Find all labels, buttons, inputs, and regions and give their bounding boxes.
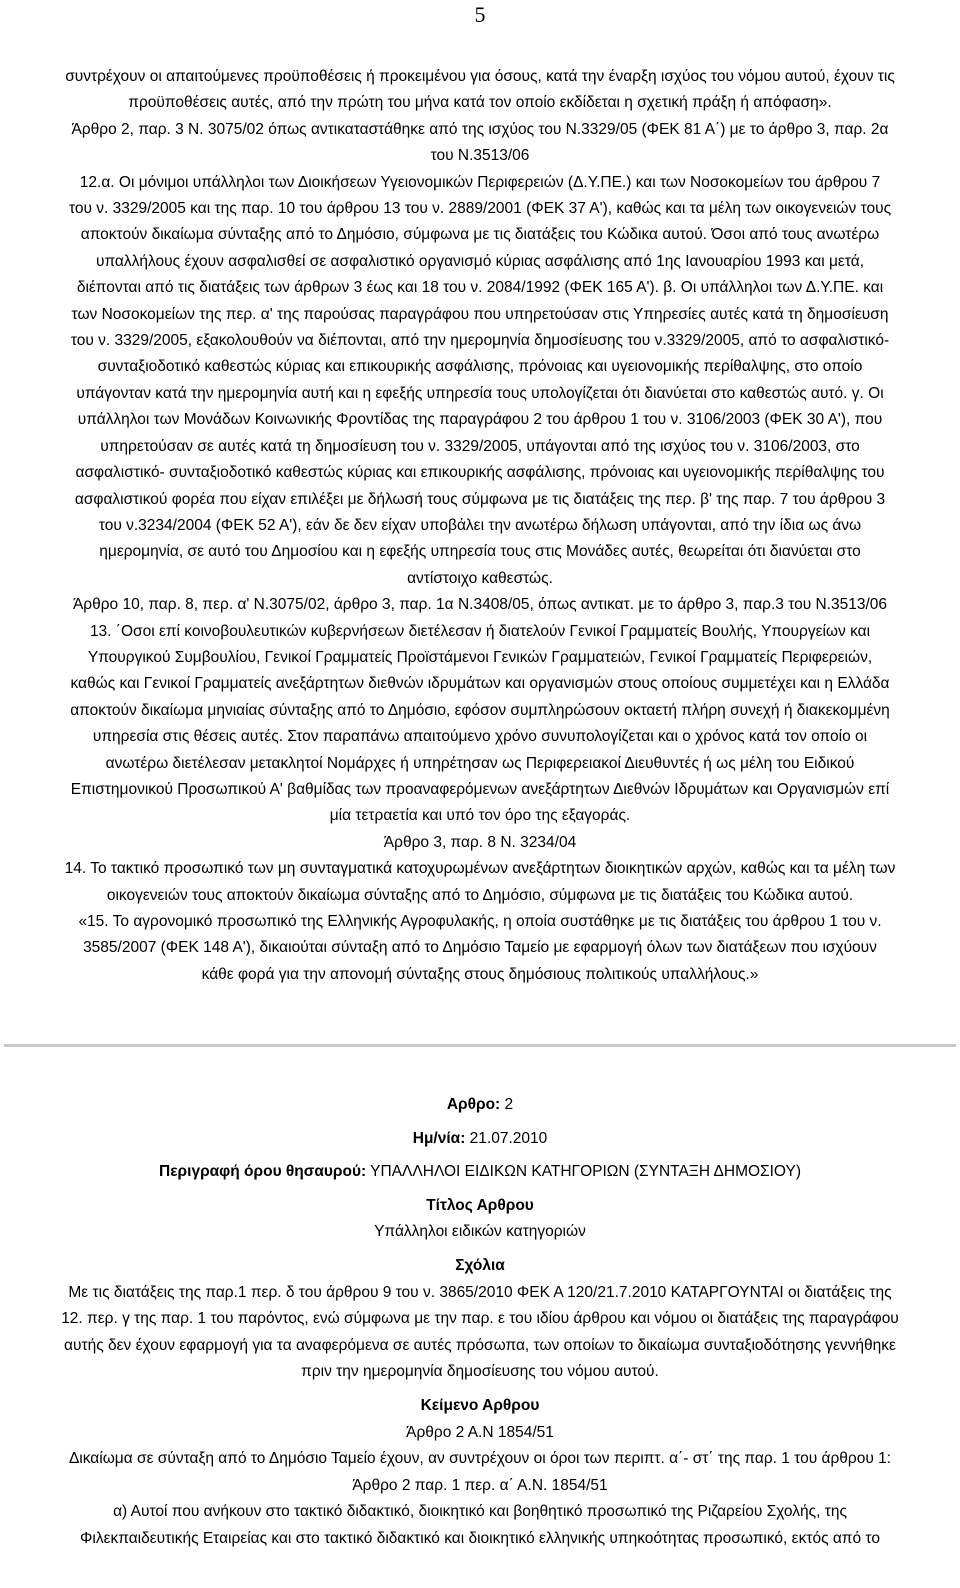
text-line: α) Αυτοί που ανήκουν στο τακτικό διδακτικό, διοικητικό και βοηθητικό προσωπικό της Ριζαρείου Σχολής, της	[113, 1503, 847, 1521]
article-number-value: 2	[500, 1096, 514, 1113]
page-number: 5	[474, 2, 486, 27]
thesaurus-term	[0, 1159, 960, 1186]
comments-line: 12. περ. γ της παρ. 1 του παρόντος, ενώ σύμφωνα με την παρ. ε του ιδίου άρθρου και νόμου οι διατάξεις της παραγράφου	[61, 1310, 899, 1328]
body-line: υπάγονταν κατά την ημερομηνία αυτή και η εφεξής υπηρεσία τους υπολογίζεται ότι διανύεται στο καθεστώς αυτό. γ. Οι	[76, 384, 884, 402]
body-line: οικογενειών τους αποκτούν δικαίωμα σύνταξης από το Δημόσιο, σύμφωνα με τις διατάξεις του Κώδικα αυτού.	[106, 886, 854, 904]
article-date	[0, 1126, 960, 1153]
body-line: των Νοσοκομείων της περ. α' της παρούσας παραγράφου που υπηρετούσαν στις Υπηρεσίες αυτές κατά τη δημοσίευση	[71, 305, 889, 323]
body-line: υπάλληλοι των Μονάδων Κοινωνικής Φροντίδας της παραγράφου 2 του άρθρου 1 του ν. 3106/2003 (ΦΕΚ 30 Α'), που	[77, 411, 883, 429]
body-line: 14. Το τακτικό προσωπικό των μη συνταγματικά κατοχυρωμένων ανεξάρτητων διοικητικών αρχών, καθώς και τα μέλη των	[64, 860, 896, 878]
title-value: Υπάλληλοι ειδικών κατηγοριών	[374, 1223, 586, 1241]
text-line: Φιλεκπαιδευτικής Εταιρείας και στο τακτικό διδακτικό και διοικητικό ελληνικής υπηκοότητας προσωπικό, εκτός από το	[80, 1529, 880, 1547]
document-body	[4, 64, 956, 988]
body-line: ασφαλιστικού φορέα που είχαν επιλέξει με δήλωσή τους σύμφωνα με τις διατάξεις της περ. β' της παρ. 7 του άρθρου 3	[74, 490, 886, 508]
body-line: Άρθρο 3, παρ. 8 Ν. 3234/04	[383, 833, 577, 851]
body-line: Υπουργικού Συμβουλίου, Γενικοί Γραμματείς Προϊστάμενοι Γενικών Γραμματειών, Γενικοί Γραμματείς Περιφερειών,	[87, 648, 873, 666]
body-line: συντρέχουν οι απαιτούμενες προϋποθέσεις ή προκειμένου για όσους, κατά την έναρξη ισχύος του νόμου αυτού, έχουν τις	[65, 68, 895, 85]
article-section	[0, 1092, 960, 1553]
body-line: Άρθρο 10, παρ. 8, περ. α' Ν.3075/02, άρθρο 3, παρ. 1α Ν.3408/05, όπως αντικατ. με το άρθρο 3, παρ.3 του Ν.3513/06	[72, 596, 888, 614]
body-line: ανωτέρω διετέλεσαν μετακλητοί Νομάρχες ή υπηρέτησαν ως Περιφερειακοί Διευθυντές ή ως μέλη του Ειδικού	[105, 754, 855, 772]
body-line: καθώς και Γενικοί Γραμματείς ανεξάρτητων διεθνών ιδρυμάτων και οργανισμών στους οποίους συμμετέχει και η Ελλάδα	[70, 675, 890, 693]
body-line: του ν. 3329/2005, εξακολουθούν να διέπονται, από την ημερομηνία δημοσίευσης του ν.3329/2005, από το ασφαλιστικό-	[70, 332, 890, 350]
text-heading: Κείμενο Αρθρου	[420, 1396, 540, 1414]
body-line: ασφαλιστικό- συνταξιοδοτικό καθεστώς κύριας και επικουρικής ασφάλισης, πρόνοιας και υγειονομικής περίθαλψης του	[75, 464, 885, 482]
comments-heading: Σχόλια	[455, 1256, 505, 1274]
body-line: του ν.3234/2004 (ΦΕΚ 52 Α'), εάν δε δεν είχαν υποβάλει την ανωτέρω δήλωση υπάγονται, από την ίδια ως άνω	[98, 516, 862, 534]
body-line: μία τετραετία και υπό τον όρο της εξαγοράς.	[329, 807, 631, 825]
body-line: κάθε φορά για την απονομή σύνταξης στους δημόσιους πολιτικούς υπαλλήλους.»	[201, 965, 759, 983]
body-line: υπαλλήλους έχουν ασφαλισθεί σε ασφαλιστικό οργανισμό κύριας ασφάλισης από 1ης Ιανουαρίου 1993 και μετά,	[95, 252, 864, 270]
body-line: 13. ΄Οσοι επί κοινοβουλευτικών κυβερνήσεων διετέλεσαν ή διατελούν Γενικοί Γραμματείς Βουλής, Υπουργείων και	[89, 622, 871, 640]
article-date-label: Ημ/νία:	[412, 1129, 466, 1147]
text-line: Δικαίωμα σε σύνταξη από το Δημόσιο Ταμείο έχουν, αν συντρέχουν οι όροι των περιπτ. α΄- στ΄ της παρ. 1 του άρθρου 1:	[68, 1450, 892, 1468]
text-line: Άρθρο 2 Α.Ν 1854/51	[406, 1423, 554, 1441]
body-line: Άρθρο 2, παρ. 3 Ν. 3075/02 όπως αντικαταστάθηκε από της ισχύος του Ν.3329/05 (ΦΕΚ 81 Α΄) με το άρθρο 3, παρ. 2α	[71, 120, 889, 138]
body-line: 12.α. Οι μόνιμοι υπάλληλοι των Διοικήσεων Υγειονομικών Περιφερειών (Δ.Υ.ΠΕ.) και των Νοσοκομείων του άρθρου 7	[79, 173, 881, 191]
body-line: αποκτούν δικαίωμα μηνιαίας σύνταξης από το Δημόσιο, εφόσον συμπληρώσουν οκταετή πλήρη συνεχή ή διακεκομμένη	[70, 701, 890, 719]
text-line: Άρθρο 2 παρ. 1 περ. α΄ Α.Ν. 1854/51	[352, 1476, 608, 1494]
section-divider	[4, 1044, 956, 1047]
body-line: υπηρετούσαν σε αυτές κατά τη δημοσίευση του ν. 3329/2005, υπάγονται από της ισχύος του ν. 3106/2003, στο	[100, 437, 860, 455]
article-number-label: Αρθρο:	[446, 1096, 501, 1113]
title-heading: Τίτλος Αρθρου	[426, 1196, 534, 1214]
body-line: «15. Το αγρονομικό προσωπικό της Ελληνικής Αγροφυλακής, η οποία συστάθηκε με τις διατάξεις του άρθρου 1 του ν.	[78, 913, 882, 930]
comments-line: Με τις διατάξεις της παρ.1 περ. δ του άρθρου 9 του ν. 3865/2010 ΦΕΚ Α 120/21.7.2010 ΚΑΤΑΡΓΟΥΝΤΑΙ οι διατάξεις της	[68, 1283, 892, 1301]
body-line: υπηρεσία στις θέσεις αυτές. Στον παραπάνω απαιτούμενο χρόνο συνυπολογίζεται και ο χρόνος κατά τον οποίο οι	[92, 728, 868, 746]
body-line: διέπονται από τις διατάξεις των άρθρων 3 έως και 18 του ν. 2084/1992 (ΦΕΚ 165 Α'). β. Οι υπάλληλοι των Δ.Υ.ΠΕ. και	[76, 279, 884, 297]
thesaurus-value: ΥΠΑΛΛΗΛΟΙ ΕΙΔΙΚΩΝ ΚΑΤΗΓΟΡΙΩΝ (ΣΥΝΤΑΞΗ ΔΗΜΟΣΙΟΥ)	[366, 1163, 801, 1181]
body-line: συνταξιοδοτικό καθεστώς κύριας και επικουρικής ασφάλισης, πρόνοιας και υγειονομικής περίθαλψης, στο οποίο	[97, 358, 863, 376]
body-line: προϋποθέσεις αυτές, από την πρώτη του μήνα κατά τον οποίο εκδίδεται η σχετική πράξη ή απόφαση».	[128, 94, 832, 112]
comments-line: πριν την ημερομηνία δημοσίευσης του νόμου αυτού.	[301, 1363, 659, 1381]
body-line: 3585/2007 (ΦΕΚ 148 Α'), δικαιούται σύνταξη από το Δημόσιο Ταμείο με εφαρμογή όλων των διατάξεων που ισχύουν	[83, 939, 877, 957]
body-line: ημερομηνία, σε αυτό του Δημοσίου και η εφεξής υπηρεσία τους στις Μονάδες αυτές, θεωρείται ότι διανύεται στο	[99, 543, 861, 561]
comments-line: αυτής δεν έχουν εφαρμογή για τα αναφερόμενα σε αυτές πρόσωπα, των οποίων το δικαίωμα συνταξιοδότησης γεννήθηκε	[64, 1336, 896, 1354]
body-line: του ν. 3329/2005 και της παρ. 10 του άρθρου 13 του ν. 2889/2001 (ΦΕΚ 37 Α'), καθώς και τα μέλη των οικογενειών τους	[68, 200, 892, 218]
body-line: αντίστοιχο καθεστώς.	[407, 569, 553, 587]
body-line: Επιστημονικού Προσωπικού Α' βαθμίδας των προαναφερόμενων ανεξάρτητων Διεθνών Ιδρυμάτων και Οργανισμών επί	[70, 780, 890, 798]
body-line: αποκτούν δικαίωμα σύνταξης από το Δημόσιο, σύμφωνα με τις διατάξεις του Κώδικα αυτού. Όσοι από τους ανωτέρω	[80, 226, 880, 244]
article-date-value: 21.07.2010	[465, 1129, 548, 1147]
body-line: του Ν.3513/06	[430, 147, 530, 165]
thesaurus-label: Περιγραφή όρου θησαυρού:	[159, 1163, 367, 1181]
article-number	[0, 1092, 960, 1119]
